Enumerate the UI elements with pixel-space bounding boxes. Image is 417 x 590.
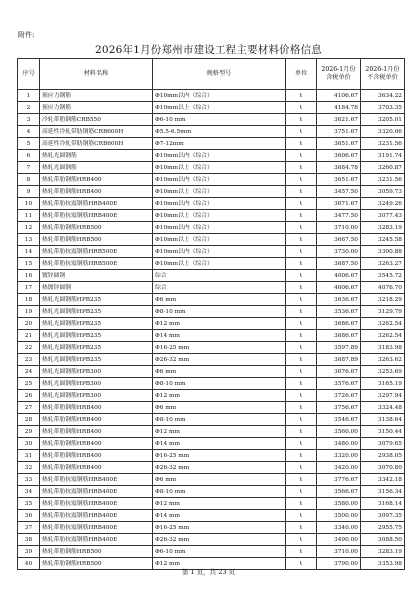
cell-unit: t	[286, 498, 317, 510]
table-row	[18, 222, 405, 234]
page-footer: 第 1 页，共 23 页	[181, 568, 236, 576]
cell-price-with-tax: 3320.00	[317, 450, 361, 462]
cell-price-without-tax: 3297.94	[361, 390, 405, 402]
cell-price-with-tax: 3621.67	[317, 114, 361, 126]
cell-no: 22	[18, 342, 40, 354]
table-row	[18, 126, 405, 138]
cell-no: 21	[18, 330, 40, 342]
header-material-name: 材料名称	[40, 59, 153, 90]
cell-unit: t	[286, 546, 317, 558]
cell-material-name: 热轧带肋抗震钢筋HRB400E	[40, 510, 153, 522]
cell-price-with-tax: 3790.00	[317, 558, 361, 570]
cell-price-with-tax: 3730.00	[317, 246, 361, 258]
table-row	[18, 246, 405, 258]
cell-unit: t	[286, 450, 317, 462]
cell-spec: Φ12 mm	[153, 318, 286, 330]
cell-price-with-tax: 3756.67	[317, 402, 361, 414]
cell-no: 18	[18, 294, 40, 306]
table-row	[18, 330, 405, 342]
cell-no: 24	[18, 366, 40, 378]
table-row	[18, 474, 405, 486]
cell-unit: t	[286, 534, 317, 546]
table-row	[18, 522, 405, 534]
cell-unit: t	[286, 162, 317, 174]
cell-spec: Φ6 mm	[153, 402, 286, 414]
cell-no: 31	[18, 450, 40, 462]
cell-price-without-tax: 3231.56	[361, 138, 405, 150]
cell-spec: Φ12 mm	[153, 390, 286, 402]
cell-unit: t	[286, 114, 317, 126]
cell-price-without-tax: 3263.62	[361, 354, 405, 366]
cell-price-with-tax: 3651.67	[317, 174, 361, 186]
cell-no: 17	[18, 282, 40, 294]
cell-unit: t	[286, 234, 317, 246]
cell-material-name: 热轧带肋钢筋HRB500	[40, 234, 153, 246]
cell-spec: Φ26-32 mm	[153, 354, 286, 366]
cell-price-without-tax: 3353.98	[361, 558, 405, 570]
table-row	[18, 450, 405, 462]
cell-spec: Φ10mm以内（综合）	[153, 246, 286, 258]
cell-unit: t	[286, 378, 317, 390]
table-row	[18, 510, 405, 522]
cell-no: 6	[18, 150, 40, 162]
cell-spec: Φ14 mm	[153, 438, 286, 450]
cell-spec: Φ14 mm	[153, 510, 286, 522]
table-row	[18, 162, 405, 174]
table-row	[18, 546, 405, 558]
cell-spec: Φ10mm以上（综合）	[153, 258, 286, 270]
cell-material-name: 热轧带肋抗震钢筋HRB500E	[40, 258, 153, 270]
cell-unit: t	[286, 438, 317, 450]
cell-price-without-tax: 3138.64	[361, 414, 405, 426]
cell-price-with-tax: 3671.67	[317, 198, 361, 210]
table-row	[18, 210, 405, 222]
cell-price-with-tax: 3636.67	[317, 294, 361, 306]
cell-price-without-tax: 3249.26	[361, 198, 405, 210]
cell-no: 7	[18, 162, 40, 174]
cell-unit: t	[286, 510, 317, 522]
cell-price-without-tax: 3245.58	[361, 234, 405, 246]
cell-material-name: 热轧带肋钢筋HRB500	[40, 546, 153, 558]
cell-unit: t	[286, 354, 317, 366]
cell-no: 28	[18, 414, 40, 426]
cell-unit: t	[286, 258, 317, 270]
table-row	[18, 282, 405, 294]
cell-price-with-tax: 3580.00	[317, 498, 361, 510]
cell-spec: Φ10mm以上（综合）	[153, 186, 286, 198]
cell-price-with-tax: 3710.00	[317, 546, 361, 558]
table-row	[18, 306, 405, 318]
cell-spec: Φ26-32 mm	[153, 462, 286, 474]
cell-price-without-tax: 3253.69	[361, 366, 405, 378]
cell-unit: t	[286, 90, 317, 102]
cell-material-name: 热轧带肋钢筋HRB500	[40, 222, 153, 234]
table-row	[18, 390, 405, 402]
table-row	[18, 498, 405, 510]
cell-spec: Φ5.5-6.5mm	[153, 126, 286, 138]
cell-material-name: 热轧带肋钢筋HRB400	[40, 402, 153, 414]
cell-no: 29	[18, 426, 40, 438]
cell-spec: Φ10mm以上（综合）	[153, 210, 286, 222]
table-row	[18, 486, 405, 498]
cell-spec: Φ8-10 mm	[153, 414, 286, 426]
cell-spec: Φ10mm以内（综合）	[153, 150, 286, 162]
cell-material-name: 热轧带肋钢筋HRB500	[40, 558, 153, 570]
table-row	[18, 114, 405, 126]
cell-no: 1	[18, 90, 40, 102]
cell-unit: t	[286, 186, 317, 198]
cell-price-without-tax: 3342.18	[361, 474, 405, 486]
cell-price-without-tax: 3156.34	[361, 486, 405, 498]
table-row	[18, 198, 405, 210]
cell-price-with-tax: 3687.50	[317, 258, 361, 270]
cell-no: 26	[18, 390, 40, 402]
cell-material-name: 热轧带肋抗震钢筋HRB400E	[40, 522, 153, 534]
cell-no: 34	[18, 486, 40, 498]
cell-spec: Φ12 mm	[153, 426, 286, 438]
cell-spec: Φ16-25 mm	[153, 450, 286, 462]
cell-spec: Φ10mm以上（综合）	[153, 234, 286, 246]
cell-spec: Φ8-10 mm	[153, 378, 286, 390]
cell-price-with-tax: 3606.67	[317, 150, 361, 162]
cell-price-without-tax: 3183.98	[361, 342, 405, 354]
cell-spec: 综合	[153, 282, 286, 294]
cell-unit: t	[286, 102, 317, 114]
cell-price-with-tax: 3576.67	[317, 378, 361, 390]
cell-no: 30	[18, 438, 40, 450]
cell-unit: t	[286, 306, 317, 318]
table-row	[18, 366, 405, 378]
cell-no: 9	[18, 186, 40, 198]
cell-no: 27	[18, 402, 40, 414]
cell-spec: Φ6 mm	[153, 366, 286, 378]
cell-price-with-tax: 3687.89	[317, 354, 361, 366]
cell-spec: Φ16-25 mm	[153, 342, 286, 354]
cell-price-without-tax: 3260.87	[361, 162, 405, 174]
cell-no: 37	[18, 522, 40, 534]
cell-unit: t	[286, 486, 317, 498]
cell-price-without-tax: 3703.35	[361, 102, 405, 114]
table-row	[18, 342, 405, 354]
cell-spec: 综合	[153, 270, 286, 282]
cell-price-with-tax: 3340.00	[317, 522, 361, 534]
cell-price-without-tax: 3129.79	[361, 306, 405, 318]
attachment-label: 附件:	[18, 31, 35, 39]
cell-unit: t	[286, 402, 317, 414]
header-price-with-tax-line1: 2026-1月份	[321, 66, 356, 73]
table-row	[18, 438, 405, 450]
cell-no: 38	[18, 534, 40, 546]
cell-no: 23	[18, 354, 40, 366]
cell-material-name: 预应力钢筋	[40, 102, 153, 114]
cell-price-with-tax: 3686.67	[317, 318, 361, 330]
cell-unit: t	[286, 462, 317, 474]
cell-price-with-tax: 3684.78	[317, 162, 361, 174]
cell-price-with-tax: 3676.67	[317, 366, 361, 378]
table-header-row	[18, 59, 405, 90]
cell-unit: t	[286, 330, 317, 342]
document-title: 2026年1月份郑州市建设工程主要材料价格信息	[94, 44, 322, 56]
table-row	[18, 102, 405, 114]
cell-material-name: 热轧带肋钢筋HRB400	[40, 462, 153, 474]
cell-material-name: 冷轧带肋钢筋CRB550	[40, 114, 153, 126]
cell-material-name: 预应力钢筋	[40, 90, 153, 102]
cell-unit: t	[286, 294, 317, 306]
table-row	[18, 234, 405, 246]
cell-spec: Φ8-10 mm	[153, 306, 286, 318]
cell-material-name: 热轧光圆钢筋	[40, 150, 153, 162]
cell-material-name: 热轧带肋抗震钢筋HRB400E	[40, 198, 153, 210]
cell-material-name: 热轧光圆钢筋HPB235	[40, 306, 153, 318]
table-row	[18, 402, 405, 414]
cell-price-without-tax: 3097.35	[361, 510, 405, 522]
cell-price-without-tax: 3165.19	[361, 378, 405, 390]
header-price-without-tax	[361, 59, 405, 90]
cell-price-without-tax: 2955.75	[361, 522, 405, 534]
table-row	[18, 462, 405, 474]
cell-price-with-tax: 3480.00	[317, 438, 361, 450]
cell-material-name: 热轧带肋抗震钢筋HRB400E	[40, 210, 153, 222]
cell-material-name: 热轧带肋抗震钢筋HRB400E	[40, 474, 153, 486]
header-spec: 规格型号	[153, 59, 286, 90]
cell-unit: t	[286, 126, 317, 138]
table-row	[18, 426, 405, 438]
cell-price-with-tax: 4606.67	[317, 282, 361, 294]
cell-material-name: 热轧光圆钢筋HPB300	[40, 390, 153, 402]
cell-material-name: 热轧带肋抗震钢筋HRB500E	[40, 246, 153, 258]
cell-no: 39	[18, 546, 40, 558]
cell-no: 16	[18, 270, 40, 282]
cell-spec: Φ12 mm	[153, 558, 286, 570]
cell-material-name: 热轧带肋钢筋HRB400	[40, 414, 153, 426]
cell-price-without-tax: 3320.06	[361, 126, 405, 138]
table-row	[18, 258, 405, 270]
cell-material-name: 热轧带肋钢筋HRB400	[40, 450, 153, 462]
cell-price-without-tax: 3262.54	[361, 330, 405, 342]
header-unit: 单位	[286, 59, 317, 90]
header-price-without-tax-line2: 不含税单价	[367, 74, 398, 81]
cell-spec: Φ10mm以内（综合）	[153, 222, 286, 234]
cell-material-name: 热轧光圆钢筋HPB235	[40, 354, 153, 366]
table-row	[18, 534, 405, 546]
cell-no: 20	[18, 318, 40, 330]
cell-spec: Φ10mm以上（综合）	[153, 102, 286, 114]
cell-material-name: 镀锌圆钢	[40, 270, 153, 282]
cell-unit: t	[286, 270, 317, 282]
cell-price-without-tax: 2938.05	[361, 450, 405, 462]
cell-material-name: 高延性冷轧带肋钢筋CRB600H	[40, 138, 153, 150]
cell-price-with-tax: 3651.67	[317, 138, 361, 150]
cell-price-with-tax: 3546.67	[317, 414, 361, 426]
header-price-with-tax-line2: 含税单价	[326, 74, 351, 81]
cell-price-without-tax: 3283.19	[361, 546, 405, 558]
cell-material-name: 热轧带肋钢筋HRB400	[40, 174, 153, 186]
cell-unit: t	[286, 522, 317, 534]
cell-price-without-tax: 3283.19	[361, 222, 405, 234]
cell-material-name: 热轧光圆钢筋HPB235	[40, 342, 153, 354]
cell-price-without-tax: 3150.44	[361, 426, 405, 438]
cell-spec: Φ7-12mm	[153, 138, 286, 150]
cell-price-without-tax: 3300.88	[361, 246, 405, 258]
cell-price-without-tax: 3634.22	[361, 90, 405, 102]
table-row	[18, 354, 405, 366]
cell-no: 4	[18, 126, 40, 138]
cell-price-without-tax: 3262.54	[361, 318, 405, 330]
cell-spec: Φ8-10 mm	[153, 486, 286, 498]
cell-no: 33	[18, 474, 40, 486]
cell-material-name: 热镀锌圆钢	[40, 282, 153, 294]
cell-price-with-tax: 3597.89	[317, 342, 361, 354]
cell-unit: t	[286, 222, 317, 234]
cell-no: 14	[18, 246, 40, 258]
cell-unit: t	[286, 414, 317, 426]
table-row	[18, 414, 405, 426]
cell-unit: t	[286, 390, 317, 402]
cell-material-name: 热轧带肋钢筋HRB400	[40, 426, 153, 438]
cell-no: 12	[18, 222, 40, 234]
cell-price-without-tax: 3077.43	[361, 210, 405, 222]
cell-spec: Φ6-10 mm	[153, 114, 286, 126]
table-row	[18, 270, 405, 282]
cell-no: 15	[18, 258, 40, 270]
cell-unit: t	[286, 426, 317, 438]
price-table	[17, 58, 405, 570]
header-price-with-tax	[317, 59, 361, 90]
cell-no: 2	[18, 102, 40, 114]
cell-material-name: 热轧光圆钢筋HPB235	[40, 318, 153, 330]
table-row	[18, 174, 405, 186]
cell-no: 8	[18, 174, 40, 186]
cell-price-with-tax: 4006.67	[317, 270, 361, 282]
cell-no: 5	[18, 138, 40, 150]
cell-price-with-tax: 3560.00	[317, 426, 361, 438]
cell-unit: t	[286, 366, 317, 378]
cell-price-without-tax: 4076.70	[361, 282, 405, 294]
cell-spec: Φ10mm以内（综合）	[153, 90, 286, 102]
cell-material-name: 热轧带肋抗震钢筋HRB400E	[40, 498, 153, 510]
table-row	[18, 186, 405, 198]
cell-unit: t	[286, 138, 317, 150]
cell-price-without-tax: 3070.80	[361, 462, 405, 474]
cell-price-with-tax: 3751.67	[317, 126, 361, 138]
cell-price-with-tax: 3686.67	[317, 330, 361, 342]
table-row	[18, 318, 405, 330]
cell-spec: Φ16-25 mm	[153, 522, 286, 534]
cell-price-with-tax: 3536.67	[317, 306, 361, 318]
cell-unit: t	[286, 150, 317, 162]
cell-price-without-tax: 3205.01	[361, 114, 405, 126]
cell-price-with-tax: 3710.00	[317, 222, 361, 234]
cell-unit: t	[286, 210, 317, 222]
cell-price-without-tax: 3191.74	[361, 150, 405, 162]
cell-price-with-tax: 4184.78	[317, 102, 361, 114]
cell-spec: Φ10mm以上（综合）	[153, 162, 286, 174]
table-row	[18, 378, 405, 390]
cell-unit: t	[286, 474, 317, 486]
cell-no: 35	[18, 498, 40, 510]
cell-unit: t	[286, 558, 317, 570]
cell-price-with-tax: 3667.50	[317, 234, 361, 246]
cell-material-name: 热轧带肋钢筋HRB400	[40, 438, 153, 450]
cell-spec: Φ14 mm	[153, 330, 286, 342]
cell-price-without-tax: 3263.27	[361, 258, 405, 270]
cell-unit: t	[286, 174, 317, 186]
cell-no: 40	[18, 558, 40, 570]
cell-material-name: 热轧带肋钢筋HRB400	[40, 186, 153, 198]
cell-price-without-tax: 3324.48	[361, 402, 405, 414]
cell-price-with-tax: 3457.50	[317, 186, 361, 198]
cell-no: 19	[18, 306, 40, 318]
cell-price-with-tax: 3420.00	[317, 462, 361, 474]
table-body	[18, 90, 405, 570]
cell-price-with-tax: 3726.67	[317, 390, 361, 402]
cell-spec: Φ6-10 mm	[153, 546, 286, 558]
cell-unit: t	[286, 246, 317, 258]
header-no: 序号	[18, 59, 40, 90]
cell-price-without-tax: 3088.50	[361, 534, 405, 546]
cell-material-name: 热轧光圆钢筋HPB300	[40, 378, 153, 390]
cell-unit: t	[286, 282, 317, 294]
cell-price-with-tax: 4106.67	[317, 90, 361, 102]
table-row	[18, 90, 405, 102]
cell-spec: Φ10mm以内（综合）	[153, 174, 286, 186]
cell-material-name: 热轧光圆钢筋HPB235	[40, 294, 153, 306]
cell-price-without-tax: 3231.56	[361, 174, 405, 186]
cell-no: 10	[18, 198, 40, 210]
table-row	[18, 150, 405, 162]
cell-spec: Φ6 mm	[153, 474, 286, 486]
cell-material-name: 热轧带肋抗震钢筋HRB400E	[40, 486, 153, 498]
cell-no: 36	[18, 510, 40, 522]
cell-spec: Φ10mm以内（综合）	[153, 198, 286, 210]
cell-no: 25	[18, 378, 40, 390]
cell-no: 13	[18, 234, 40, 246]
cell-price-without-tax: 3218.29	[361, 294, 405, 306]
cell-unit: t	[286, 318, 317, 330]
cell-price-without-tax: 3059.73	[361, 186, 405, 198]
cell-spec: Φ6 mm	[153, 294, 286, 306]
cell-price-with-tax: 3490.00	[317, 534, 361, 546]
cell-price-with-tax: 3500.00	[317, 510, 361, 522]
cell-price-without-tax: 3079.65	[361, 438, 405, 450]
cell-unit: t	[286, 342, 317, 354]
cell-no: 3	[18, 114, 40, 126]
header-price-without-tax-line1: 2026-1月份	[365, 66, 400, 73]
cell-price-with-tax: 3776.67	[317, 474, 361, 486]
cell-spec: Φ12 mm	[153, 498, 286, 510]
cell-no: 11	[18, 210, 40, 222]
cell-price-with-tax: 3566.67	[317, 486, 361, 498]
cell-material-name: 热轧带肋抗震钢筋HRB400E	[40, 534, 153, 546]
cell-no: 32	[18, 462, 40, 474]
cell-material-name: 热轧光圆钢筋	[40, 162, 153, 174]
cell-price-without-tax: 3168.14	[361, 498, 405, 510]
table-row	[18, 294, 405, 306]
cell-price-with-tax: 3477.50	[317, 210, 361, 222]
cell-unit: t	[286, 198, 317, 210]
cell-spec: Φ26-32 mm	[153, 534, 286, 546]
cell-material-name: 热轧光圆钢筋HPB300	[40, 366, 153, 378]
cell-material-name: 热轧光圆钢筋HPB235	[40, 330, 153, 342]
cell-price-without-tax: 3545.72	[361, 270, 405, 282]
table-row	[18, 138, 405, 150]
cell-material-name: 高延性冷轧带肋钢筋CRB600H	[40, 126, 153, 138]
